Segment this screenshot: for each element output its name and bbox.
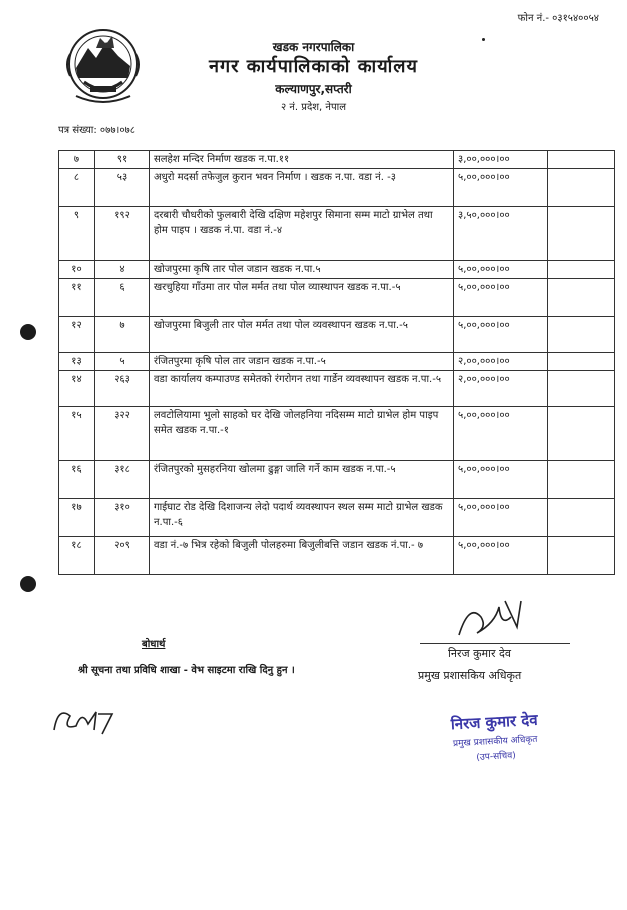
phone-number: फोन नं.- ०३१५४००५४ bbox=[517, 13, 599, 24]
serial-number: १० bbox=[59, 261, 95, 279]
empty-cell bbox=[548, 169, 615, 207]
project-number: २६३ bbox=[95, 371, 150, 407]
project-number: ३१८ bbox=[95, 461, 150, 499]
serial-number: ९ bbox=[59, 207, 95, 261]
project-number: ३१० bbox=[95, 499, 150, 537]
bodhartha-heading: बोधार्थ bbox=[142, 639, 166, 650]
stamp-rank: (उप-सचिव) bbox=[476, 750, 517, 763]
table-row bbox=[59, 317, 615, 353]
serial-number: १४ bbox=[59, 371, 95, 407]
distribution-instruction: श्री सूचना तथा प्रविधि शाखा - वेभ साइटमा राखि दिनु हुन । bbox=[78, 665, 295, 676]
empty-cell bbox=[548, 151, 615, 169]
project-number: ९१ bbox=[95, 151, 150, 169]
project-description: खोजपुरमा बिजुली तार पोल मर्मत तथा पोल व्यवस्थापन खडक न.पा.-५ bbox=[150, 317, 454, 353]
project-amount: ५,००,०००।०० bbox=[454, 499, 548, 537]
initials-signature-icon bbox=[48, 700, 118, 740]
stamp-name: निरज कुमार देव bbox=[450, 710, 539, 734]
project-number: १९२ bbox=[95, 207, 150, 261]
project-amount: ३,००,०००।०० bbox=[454, 151, 548, 169]
project-description: लवटोलियामा भुलो साहको घर देखि जोलहनिया नदिसम्म माटो ग्राभेल होम पाइप समेत खडक न.पा.-१ bbox=[150, 407, 454, 461]
table-row bbox=[59, 499, 615, 537]
project-number: ४ bbox=[95, 261, 150, 279]
signatory-name: निरज कुमार देव bbox=[448, 647, 511, 660]
empty-cell bbox=[548, 371, 615, 407]
empty-cell bbox=[548, 279, 615, 317]
project-amount: २,००,०००।०० bbox=[454, 371, 548, 407]
table-row bbox=[59, 279, 615, 317]
table-row bbox=[59, 461, 615, 499]
punch-hole-icon bbox=[20, 576, 36, 592]
stamp-designation: प्रमुख प्रशासकीय अधिकृत bbox=[452, 734, 538, 750]
project-description: गाईघाट रोड देखि दिशाजन्य लेदो पदार्थ व्यवस्थापन स्थल सम्म माटो ग्राभेल खडक न.पा.-६ bbox=[150, 499, 454, 537]
project-number: ५ bbox=[95, 353, 150, 371]
project-table bbox=[58, 150, 615, 575]
project-description: दरबारी चौधरीको फुलबारी देखि दक्षिण महेशपुर सिमाना सम्म माटो ग्राभेल तथा होम पाइप । खडक नं.पा. वडा नं.-४ bbox=[150, 207, 454, 261]
project-number: ३२२ bbox=[95, 407, 150, 461]
table-row bbox=[59, 537, 615, 575]
project-amount: २,००,०००।०० bbox=[454, 353, 548, 371]
serial-number: १५ bbox=[59, 407, 95, 461]
project-amount: ५,००,०००।०० bbox=[454, 317, 548, 353]
serial-number: ७ bbox=[59, 151, 95, 169]
municipality-name: खडक नगरपालिका bbox=[272, 40, 355, 54]
empty-cell bbox=[548, 207, 615, 261]
empty-cell bbox=[548, 461, 615, 499]
serial-number: १६ bbox=[59, 461, 95, 499]
project-description: सलहेश मन्दिर निर्माण खडक न.पा.११ bbox=[150, 151, 454, 169]
signature-line bbox=[420, 643, 570, 644]
signatory-designation: प्रमुख प्रशासकिय अधिकृत bbox=[418, 669, 522, 682]
empty-cell bbox=[548, 317, 615, 353]
empty-cell bbox=[548, 261, 615, 279]
table-row bbox=[59, 353, 615, 371]
serial-number: १८ bbox=[59, 537, 95, 575]
serial-number: १७ bbox=[59, 499, 95, 537]
project-description: खोजपुरमा कृषि तार पोल जडान खडक न.पा.५ bbox=[150, 261, 454, 279]
table-row bbox=[59, 261, 615, 279]
office-location: कल्याणपुर,सप्तरी bbox=[275, 82, 352, 96]
empty-cell bbox=[548, 537, 615, 575]
project-description: रंजितपुरमा कृषि पोल तार जडान खडक न.पा.-५ bbox=[150, 353, 454, 371]
province-line: २ नं. प्रदेश, नेपाल bbox=[280, 102, 347, 113]
project-amount: ५,००,०००।०० bbox=[454, 461, 548, 499]
project-description: वडा नं.-७ भित्र रहेको बिजुली पोलहरुमा बिजुलीबत्ति जडान खडक नं.पा.- ७ bbox=[150, 537, 454, 575]
table-row bbox=[59, 207, 615, 261]
project-amount: ५,००,०००।०० bbox=[454, 279, 548, 317]
empty-cell bbox=[548, 353, 615, 371]
serial-number: ८ bbox=[59, 169, 95, 207]
project-amount: ५,००,०००।०० bbox=[454, 169, 548, 207]
letter-reference-number: पत्र संख्या: ०७७।०७८ bbox=[58, 125, 135, 136]
project-number: ५३ bbox=[95, 169, 150, 207]
serial-number: ११ bbox=[59, 279, 95, 317]
project-amount: ५,००,०००।०० bbox=[454, 537, 548, 575]
project-description: रंजितपुरको मुसहरनिया खोलमा ढुङ्गा जालि गर्ने काम खडक न.पा.-५ bbox=[150, 461, 454, 499]
punch-hole-icon bbox=[20, 324, 36, 340]
project-number: ६ bbox=[95, 279, 150, 317]
table-row bbox=[59, 407, 615, 461]
header-dot bbox=[482, 38, 485, 41]
empty-cell bbox=[548, 407, 615, 461]
project-description: अधुरो मदर्सा तफेजुल कुरान भवन निर्माण । खडक न.पा. वडा नं. -३ bbox=[150, 169, 454, 207]
serial-number: १३ bbox=[59, 353, 95, 371]
project-number: ७ bbox=[95, 317, 150, 353]
project-amount: ३,५०,०००।०० bbox=[454, 207, 548, 261]
table-row bbox=[59, 151, 615, 169]
empty-cell bbox=[548, 499, 615, 537]
official-stamp bbox=[419, 708, 571, 766]
table-row bbox=[59, 371, 615, 407]
project-amount: ५,००,०००।०० bbox=[454, 407, 548, 461]
signature-icon bbox=[455, 597, 525, 643]
project-amount: ५,००,०००।०० bbox=[454, 261, 548, 279]
project-number: २०९ bbox=[95, 537, 150, 575]
serial-number: १२ bbox=[59, 317, 95, 353]
office-name: नगर कार्यपालिकाको कार्यालय bbox=[209, 56, 418, 77]
table-row bbox=[59, 169, 615, 207]
project-description: वडा कार्यालय कम्पाउण्ड समेतको रंगरोगन तथा गार्डेन व्यवस्थापन खडक न.पा.-५ bbox=[150, 371, 454, 407]
project-description: खरचुहिया गाँउमा तार पोल मर्मत तथा पोल व्यास्थापन खडक न.पा.-५ bbox=[150, 279, 454, 317]
